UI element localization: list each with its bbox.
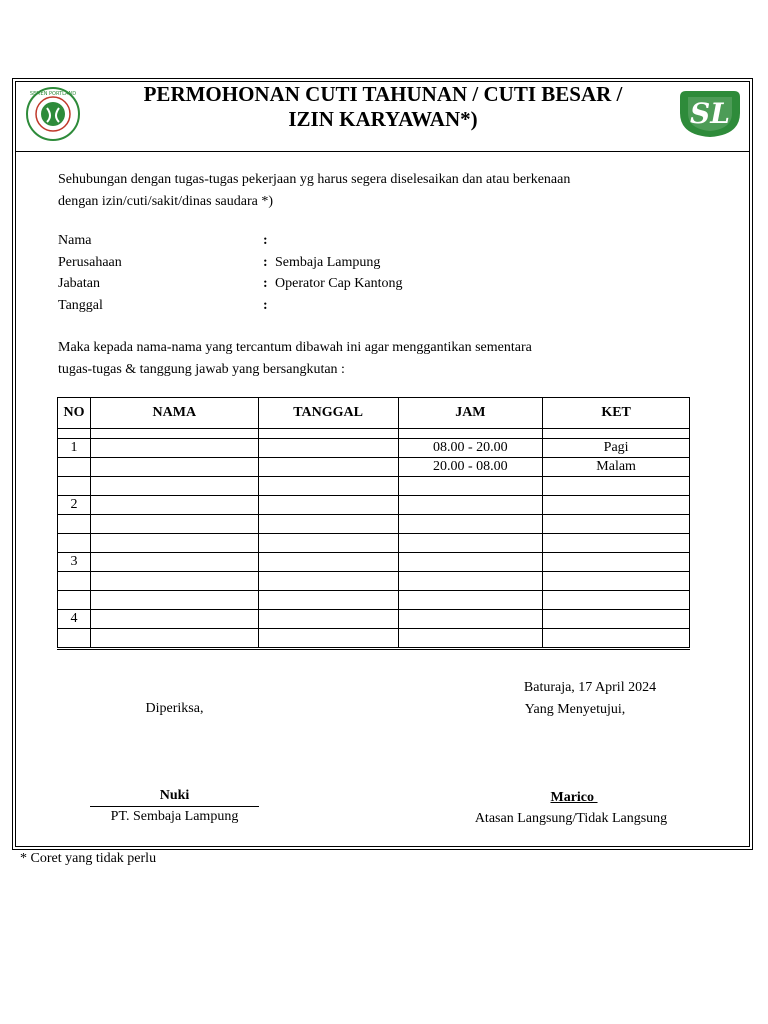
cell-tanggal	[258, 572, 398, 591]
replacement-line-1: Maka kepada nama-nama yang tercantum dibawah ini agar menggantikan sementara	[58, 340, 532, 355]
cell-no	[58, 515, 91, 534]
cell-tanggal	[258, 439, 398, 458]
table-row	[58, 458, 690, 477]
cell-nama	[90, 553, 258, 572]
cell-jam	[398, 572, 543, 591]
cell-no	[58, 629, 91, 649]
semen-portland-logo-icon	[24, 86, 82, 142]
table-row	[58, 477, 690, 496]
cell-nama	[90, 496, 258, 515]
cell-no	[58, 458, 91, 477]
sl-company-logo-icon	[678, 87, 742, 139]
cell-jam	[398, 610, 543, 629]
cell-ket	[543, 629, 690, 649]
cell-jam	[398, 591, 543, 610]
title-line-2: IZIN KARYAWAN*)	[288, 107, 478, 131]
cell-jam	[398, 534, 543, 553]
checker-org: PT. Sembaja Lampung	[110, 809, 239, 824]
field-colon: :	[263, 233, 268, 248]
cell-tanggal	[258, 591, 398, 610]
cell-no	[58, 572, 91, 591]
checker-signature-line	[90, 806, 259, 807]
cell-no	[58, 477, 91, 496]
cell-no: 1	[58, 439, 91, 458]
cell-no: 4	[58, 610, 91, 629]
cell-tanggal	[258, 534, 398, 553]
cell-nama	[90, 591, 258, 610]
table-header-row	[58, 398, 690, 429]
cell-tanggal	[258, 458, 398, 477]
table-row	[58, 553, 690, 572]
cell-ket	[543, 553, 690, 572]
cell-jam: 20.00 - 08.00	[398, 458, 543, 477]
table-row	[58, 496, 690, 515]
header-tanggal: TANGGAL	[258, 398, 398, 429]
table-row	[58, 534, 690, 553]
cell-no: 3	[58, 553, 91, 572]
header-nama: NAMA	[90, 398, 258, 429]
cell-jam	[398, 553, 543, 572]
field-colon: :	[263, 298, 268, 313]
cell-jam	[398, 515, 543, 534]
cell-tanggal	[258, 496, 398, 515]
cell-ket	[543, 496, 690, 515]
cell-jam: 08.00 - 20.00	[398, 439, 543, 458]
title-line-1: PERMOHONAN CUTI TAHUNAN / CUTI BESAR /	[143, 82, 623, 106]
header-jam: JAM	[398, 398, 543, 429]
cell-no	[58, 591, 91, 610]
cell-ket	[543, 572, 690, 591]
cell-ket	[543, 534, 690, 553]
checker-name: Nuki	[159, 788, 190, 803]
table-row	[58, 572, 690, 591]
cell-tanggal	[258, 515, 398, 534]
cell-ket	[543, 610, 690, 629]
cell-tanggal	[258, 553, 398, 572]
cell-jam	[398, 477, 543, 496]
cell-jam	[398, 629, 543, 649]
field-value-jabatan: Operator Cap Kantong	[275, 276, 403, 291]
cell-nama	[90, 515, 258, 534]
field-value-perusahaan: Sembaja Lampung	[275, 255, 381, 270]
svg-text:SEMEN PORTLAND: SEMEN PORTLAND	[29, 91, 77, 97]
cell-nama	[90, 629, 258, 649]
approved-label: Yang Menyetujui,	[524, 702, 626, 717]
cell-nama	[90, 477, 258, 496]
header-ket: KET	[543, 398, 690, 429]
cell-nama	[90, 439, 258, 458]
cell-no	[58, 534, 91, 553]
cell-nama	[90, 458, 258, 477]
field-label-jabatan: Jabatan	[58, 276, 100, 291]
cell-ket: Pagi	[543, 439, 690, 458]
form-title	[100, 82, 666, 132]
field-colon: :	[263, 276, 268, 291]
cell-nama	[90, 572, 258, 591]
cell-ket: Malam	[543, 458, 690, 477]
intro-line-2: dengan izin/cuti/sakit/dinas saudara *)	[58, 194, 273, 209]
cell-nama	[90, 534, 258, 553]
table-row	[58, 629, 690, 649]
place-date: Baturaja, 17 April 2024	[523, 680, 657, 695]
cell-ket	[543, 477, 690, 496]
header-divider	[15, 151, 750, 152]
cell-tanggal	[258, 629, 398, 649]
cell-tanggal	[258, 477, 398, 496]
replacement-line-2: tugas-tugas & tanggung jawab yang bersangkutan :	[58, 362, 345, 377]
replacement-table	[57, 397, 690, 650]
cell-nama	[90, 610, 258, 629]
approver-name: Marico	[550, 790, 598, 805]
table-row	[58, 439, 690, 458]
cell-ket	[543, 591, 690, 610]
table-row	[58, 610, 690, 629]
cell-jam	[398, 496, 543, 515]
footnote: * Coret yang tidak perlu	[20, 851, 157, 866]
checked-label: Diperiksa,	[145, 701, 204, 716]
cell-tanggal	[258, 610, 398, 629]
table-row	[58, 591, 690, 610]
field-label-perusahaan: Perusahaan	[58, 255, 122, 270]
intro-line-1: Sehubungan dengan tugas-tugas pekerjaan yg harus segera diselesaikan dan atau berkenaan	[58, 172, 571, 187]
header-no: NO	[58, 398, 91, 429]
cell-ket	[543, 515, 690, 534]
table-row	[58, 515, 690, 534]
approver-role: Atasan Langsung/Tidak Langsung	[474, 811, 668, 826]
svg-text:SL: SL	[690, 97, 730, 130]
field-colon: :	[263, 255, 268, 270]
field-label-tanggal: Tanggal	[58, 298, 103, 313]
field-label-nama: Nama	[58, 233, 92, 248]
table-spacer-row	[58, 429, 690, 439]
cell-no: 2	[58, 496, 91, 515]
